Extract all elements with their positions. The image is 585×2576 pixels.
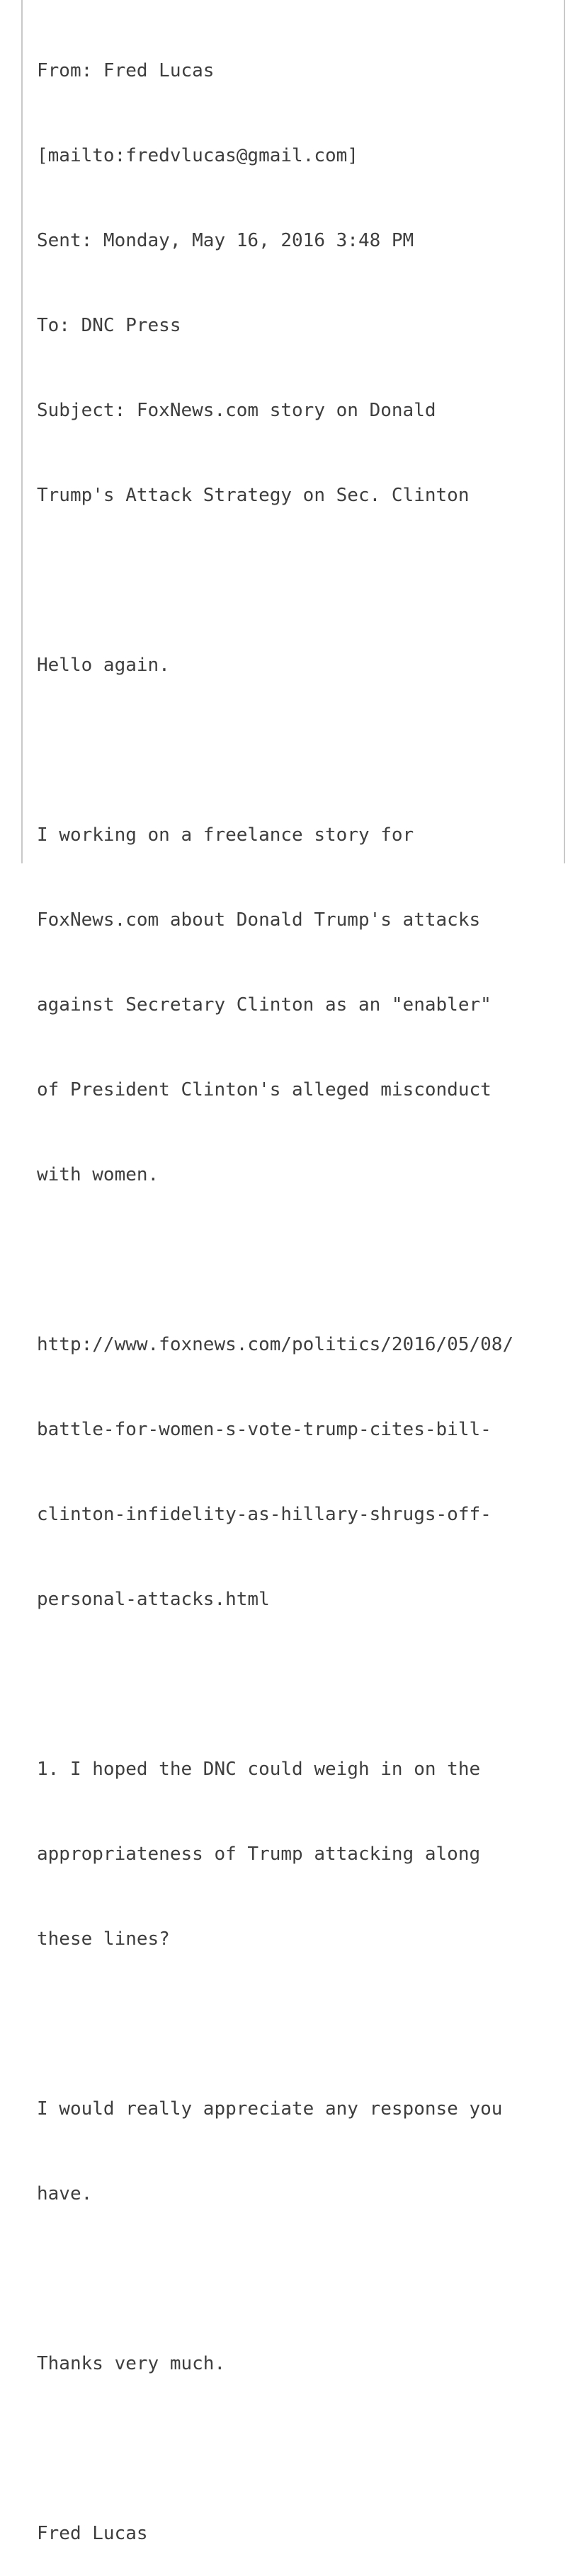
body-paragraph-line: I working on a freelance story for — [37, 824, 414, 846]
mailto-link[interactable]: [mailto:fredvlucas@gmail.com] — [37, 145, 358, 166]
subject-line: Subject: FoxNews.com story on Donald — [37, 400, 436, 421]
subject-line-continued: Trump's Attack Strategy on Sec. Clinton — [37, 485, 470, 506]
blank-line — [37, 1246, 561, 1274]
article-link-line[interactable]: battle-for-women-s-vote-trump-cites-bill- — [37, 1419, 492, 1440]
article-link-line[interactable]: http://www.foxnews.com/politics/2016/05/08/ — [37, 1334, 514, 1355]
body-paragraph-line: of President Clinton's alleged misconduct — [37, 1079, 492, 1100]
from-line: From: Fred Lucas — [37, 60, 215, 81]
body-paragraph-line: with women. — [37, 1164, 159, 1185]
article-link-line[interactable]: clinton-infidelity-as-hillary-shrugs-off- — [37, 1504, 492, 1525]
blank-line — [37, 2434, 561, 2463]
thanks-line: Thanks very much. — [37, 2353, 226, 2374]
question-line: 1. I hoped the DNC could weigh in on the — [37, 1759, 481, 1780]
blank-line — [37, 2010, 561, 2038]
email-message — [37, 0, 561, 2576]
blank-line — [37, 566, 561, 594]
blank-line — [37, 736, 561, 764]
blank-line — [37, 1670, 561, 1698]
question-line: appropriateness of Trump attacking along — [37, 1844, 481, 1865]
greeting: Hello again. — [37, 655, 170, 676]
sent-line: Sent: Monday, May 16, 2016 3:48 PM — [37, 230, 414, 251]
request-line: have. — [37, 2183, 93, 2204]
body-paragraph-line: against Secretary Clinton as an "enabler" — [37, 994, 492, 1016]
to-line: To: DNC Press — [37, 315, 181, 336]
article-link-line[interactable]: personal-attacks.html — [37, 1589, 270, 1610]
request-line: I would really appreciate any response you — [37, 2098, 503, 2120]
signature: Fred Lucas — [37, 2523, 148, 2544]
question-line: these lines? — [37, 1928, 170, 1950]
blank-line — [37, 2265, 561, 2293]
body-paragraph-line: FoxNews.com about Donald Trump's attacks — [37, 909, 481, 931]
